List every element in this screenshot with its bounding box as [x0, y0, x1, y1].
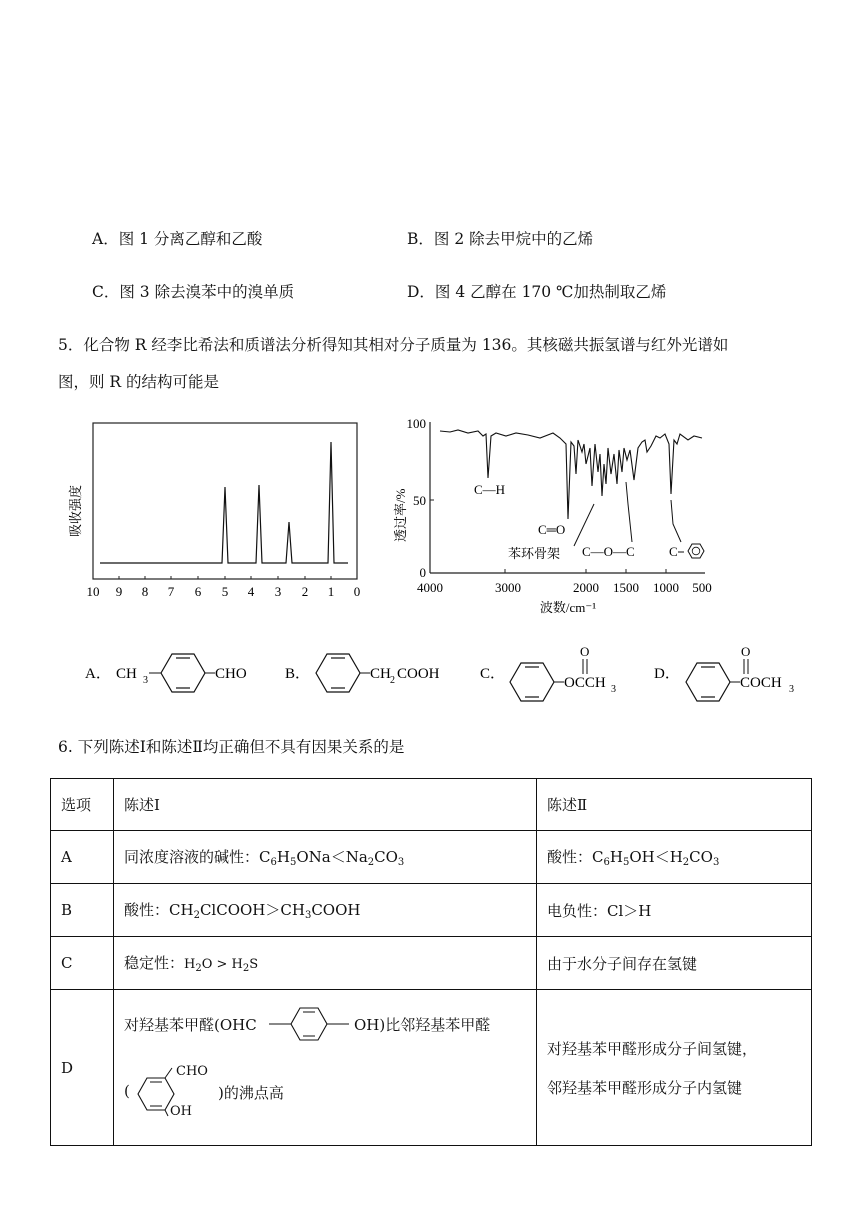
d-statement2-line2: 邻羟基苯甲醛形成分子内氢键 [547, 1078, 743, 1097]
ir-xlabel: 波数/cm⁻¹ [539, 600, 597, 615]
ir-c-label: C [669, 544, 678, 559]
svg-text:O: O [741, 644, 751, 659]
q5-d-chain: COCH [740, 675, 782, 691]
q5-structure-options [80, 642, 800, 704]
ir-x-ticks [417, 580, 712, 595]
table-header-option: 选项 [51, 779, 114, 831]
nmr-tick: 10 [86, 584, 100, 599]
ir-xtick: 1500 [613, 580, 639, 595]
q4-option-c: C．图 3 除去溴苯中的溴单质 [92, 283, 295, 301]
ir-trace [440, 430, 702, 519]
table-cell-statement2 [537, 990, 812, 1146]
svg-text:COOH: COOH [397, 666, 440, 682]
q5-stem-line1: 5．化合物 R 经李比希法和质谱法分析得知其相对分子质量为 136。其核磁共振氢谱与红外光谱如 [58, 336, 729, 354]
table-cell-statement1: 对羟基苯甲醛(OHC OH)比邻羟基苯甲醛 ( CHO OH )的沸点高 [114, 990, 537, 1146]
ir-co-label: C═O [538, 522, 566, 537]
table-cell-statement1: 酸性：$CH_2ClCOOH>CH_3COOH$ [114, 884, 537, 937]
q5-c-label: C． [480, 666, 506, 682]
ir-ytick: 100 [406, 416, 426, 431]
table-header-statement2: 陈述Ⅱ [537, 779, 812, 831]
table-row [51, 884, 812, 937]
nmr-tick: 3 [274, 584, 282, 599]
ir-xtick: 500 [692, 580, 712, 595]
ir-coc-label: C—O—C [582, 544, 635, 559]
benzene-ring-icon [161, 654, 205, 692]
q5-a-label: A． [85, 666, 111, 682]
ir-xtick: 2000 [573, 580, 599, 595]
ir-ring-label: 苯环骨架 [508, 546, 561, 561]
q4-option-d: D．图 4 乙醇在 170 ℃加热制取乙烯 [407, 283, 667, 301]
ir-xtick: 3000 [495, 580, 521, 595]
ir-y-ticks [407, 416, 427, 580]
table-cell-option: B [51, 884, 114, 937]
d-statement2-line1: 对羟基苯甲醛形成分子间氢键， [547, 1039, 758, 1058]
q4-option-a: A．图 1 分离乙醇和乙酸 [92, 230, 263, 248]
nmr-trace [100, 442, 348, 563]
q5-c-chain: OCCH [564, 675, 606, 691]
q5-stem-line2: 图，则 R 的结构可能是 [58, 373, 220, 391]
nmr-tick: 7 [167, 584, 175, 599]
nmr-spectrum [60, 415, 380, 600]
table-row [51, 831, 812, 884]
svg-text:2: 2 [390, 675, 395, 686]
nmr-ylabel: 吸收强度 [68, 484, 83, 537]
table-cell-option: A [51, 831, 114, 884]
para-hydroxybenzaldehyde-icon [269, 1006, 359, 1042]
nmr-tick: 4 [247, 584, 255, 599]
q6-title: 6. 下列陈述Ⅰ和陈述Ⅱ均正确但不具有因果关系的是 [58, 738, 405, 756]
table-cell-statement2: 酸性：$C_6H_5OH<H_2CO_3$ [537, 831, 812, 884]
benzene-ring-icon [510, 663, 554, 701]
table-cell-statement1: 稳定性：$H_2O > H_2S$ [114, 937, 537, 990]
table-header-statement1: 陈述Ⅰ [114, 779, 537, 831]
q5-a-right: CHO [215, 666, 247, 682]
svg-text:3: 3 [143, 675, 148, 686]
table-cell-statement2: 由于水分子间存在氢键 [537, 937, 812, 990]
ir-ch-label: C—H [474, 482, 506, 497]
nmr-tick: 0 [353, 584, 361, 599]
nmr-x-ticks [87, 584, 361, 599]
nmr-tick: 6 [194, 584, 202, 599]
table-cell-statement1: 同浓度溶液的碱性：$C_6H_5ONa<Na_2CO_3$ [114, 831, 537, 884]
table-cell-statement2: 电负性：Cl＞H [537, 884, 812, 937]
q5-b-label: B． [285, 666, 311, 682]
nmr-tick: 5 [221, 584, 229, 599]
nmr-tick: 8 [141, 584, 149, 599]
benzene-ring-icon [688, 544, 704, 558]
table-row [51, 937, 812, 990]
q4-option-b: B．图 2 除去甲烷中的乙烯 [407, 230, 594, 248]
nmr-tick: 1 [327, 584, 335, 599]
q5-a-left: CH [116, 666, 137, 682]
ir-ytick: 50 [413, 493, 426, 508]
ir-xtick: 4000 [417, 580, 443, 595]
ir-ytick: 0 [419, 565, 426, 580]
q5-b-right: CH [370, 666, 391, 682]
svg-text:3: 3 [789, 684, 794, 695]
ir-spectrum [388, 414, 723, 619]
ir-ylabel: 透过率/% [393, 488, 408, 542]
nmr-tick: 9 [115, 584, 123, 599]
table-cell-option: C [51, 937, 114, 990]
q5-d-label: D． [654, 666, 680, 682]
ir-xtick: 1000 [653, 580, 679, 595]
table-row [51, 990, 812, 1146]
q6-table [50, 778, 812, 1146]
benzene-ring-icon [686, 663, 730, 701]
nmr-tick: 2 [301, 584, 309, 599]
benzene-ring-icon [316, 654, 360, 692]
svg-text:O: O [580, 644, 590, 659]
svg-text:3: 3 [611, 684, 616, 695]
table-cell-option: D [51, 990, 114, 1146]
